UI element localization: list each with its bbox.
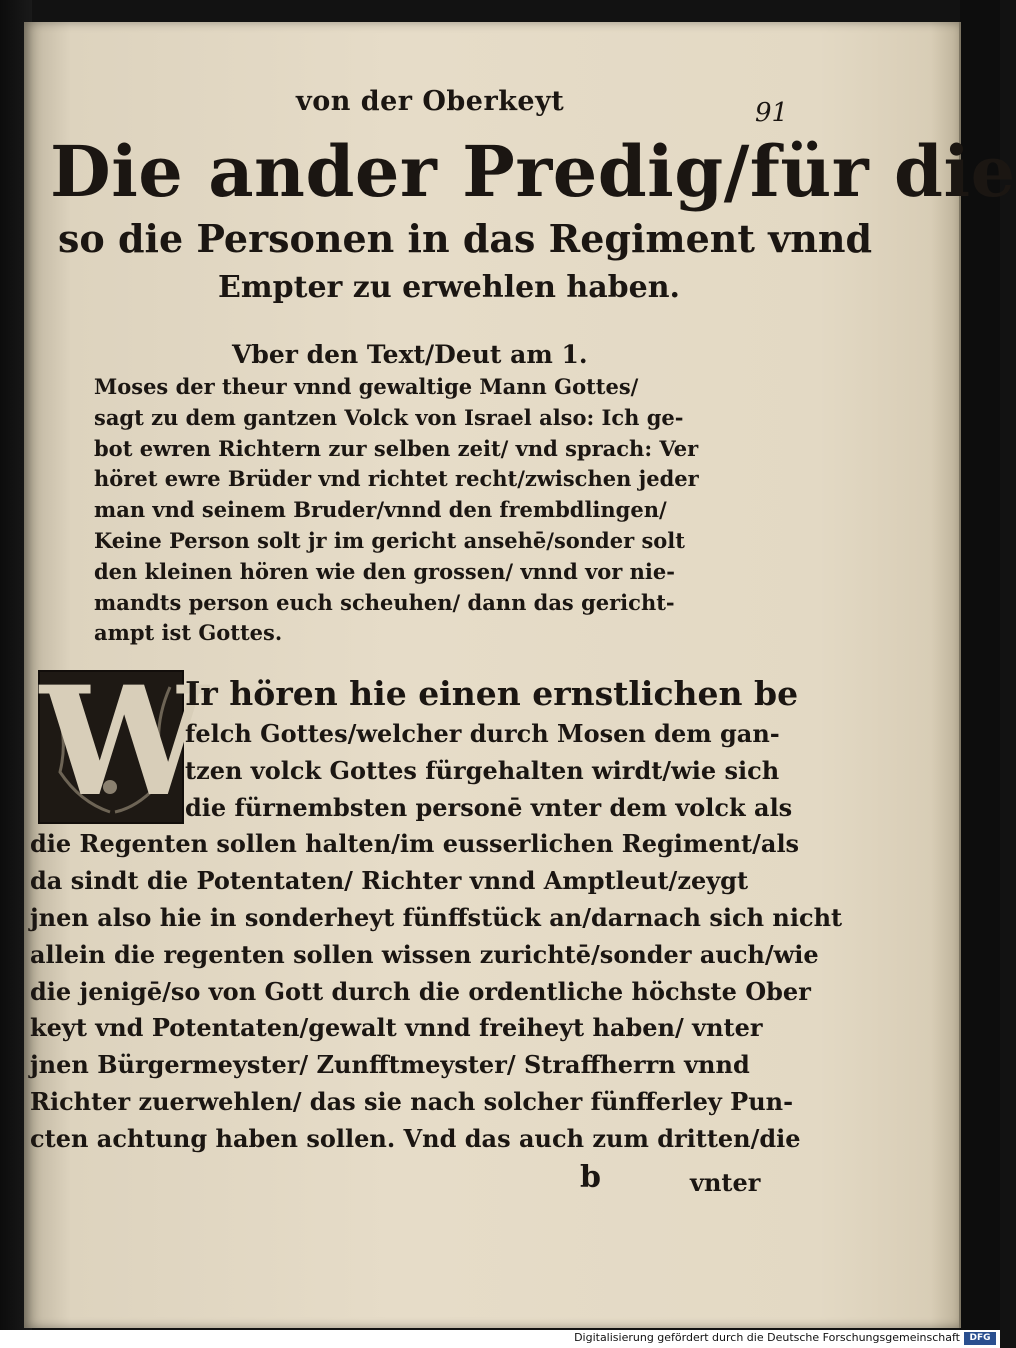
scripture-line: Moses der theur vnnd gewaltige Mann Gottes/ [94,374,639,399]
digitization-footer [0,1330,1000,1348]
body-line: jnen also hie in sonderheyt fünffstück an/darnach sich nicht [30,902,843,932]
body-line: felch Gottes/welcher durch Mosen dem gan- [185,719,780,748]
scripture-line: mandts person euch scheuhen/ dann das gericht- [94,589,675,615]
body-line: keyt vnd Potentaten/gewalt vnnd freiheyt haben/ vnter [30,1013,763,1043]
body-line: tzen volck Gottes fürgehalten wirdt/wie sich [185,755,780,785]
title-line-3: Empter zu erwehlen haben. [218,270,680,305]
scripture-line: man vnd seinem Bruder/vnnd den frembdlingen/ [94,497,667,523]
signature-mark: b [580,1160,601,1195]
body-line: Richter zuerwehlen/ das sie nach solcher fünfferley Pun- [30,1086,794,1116]
body-line: die Regenten sollen halten/im eusserlichen Regiment/als [30,829,800,859]
body-line: jnen Bürgermeyster/ Zunfftmeyster/ Straffherrn vnnd [30,1050,750,1080]
footer-credit: Digitalisierung gefördert durch die Deutsche Forschungsgemeinschaft [574,1331,960,1344]
page-number: 91 [755,98,789,128]
catchword: vnter [690,1168,761,1197]
running-head: von der Oberkeyt [296,86,565,117]
scripture-line: Keine Person solt jr im gericht ansehē/sonder solt [94,527,685,553]
dfg-logo-icon: DFG [964,1332,996,1345]
scripture-heading: Vber den Text/Deut am 1. [232,340,588,369]
body-line: die jenigē/so von Gott durch die ordentliche höchste Ober [30,976,811,1006]
title-line-2: so die Personen in das Regiment vnnd [58,216,873,261]
scripture-line: höret ewre Brüder vnd richtet recht/zwischen jeder [94,466,699,492]
body-line: Ir hören hie einen ernstlichen be [185,674,799,713]
body-line: allein die regenten sollen wissen zurichtē/sonder auch/wie [30,939,819,969]
scripture-line: bot ewren Richtern zur selben zeit/ vnd sprach: Ver [94,435,699,461]
body-line: da sindt die Potentaten/ Richter vnnd Amptleut/zeygt [30,866,749,896]
scripture-line: sagt zu dem gantzen Volck von Israel also: Ich ge- [94,404,684,430]
scripture-block [94,338,754,649]
body-line: cten achtung haben sollen. Vnd das auch zum dritten/die [30,1123,801,1153]
title-line-1: Die ander Predig/für die [50,130,1016,213]
scripture-line: den kleinen hören wie den grossen/ vnnd vor nie- [94,558,675,584]
scripture-line: ampt ist Gottes. [94,620,283,646]
sermon-body [30,672,843,1158]
body-line: die fürnembsten personē vnter dem volck als [185,792,793,822]
initial-letter: W [40,654,209,830]
